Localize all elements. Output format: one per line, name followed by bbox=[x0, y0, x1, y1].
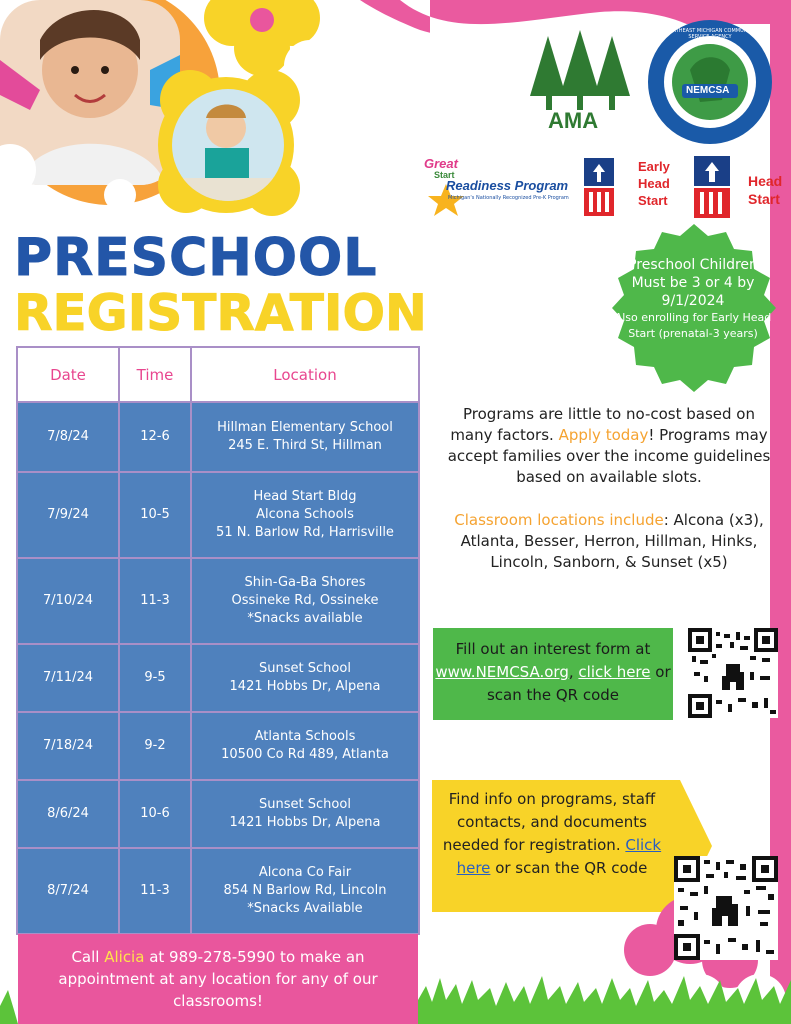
title-registration: REGISTRATION bbox=[14, 284, 427, 342]
location-line: Alcona Schools bbox=[256, 507, 354, 522]
info-click-here-link[interactable]: Click here bbox=[456, 836, 662, 877]
qr-code-2 bbox=[674, 856, 778, 960]
interest-post: or scan the QR code bbox=[486, 663, 671, 704]
location-line: 854 N Barlow Rd, Lincoln bbox=[223, 883, 387, 898]
info-pre: Find info on programs, staff contacts, and documents needed for registration. bbox=[442, 790, 656, 854]
location-line: 1421 Hobbs Dr, Alpena bbox=[229, 815, 381, 830]
location-line: *Snacks available bbox=[247, 611, 363, 626]
table-row bbox=[17, 848, 419, 934]
table-row bbox=[17, 644, 419, 712]
header-time: Time bbox=[119, 347, 191, 402]
cell-time: 10-5 bbox=[119, 472, 191, 558]
location-line: Alcona Co Fair bbox=[258, 865, 352, 880]
location-line: Hillman Elementary School bbox=[217, 420, 393, 435]
call-pre: Call bbox=[71, 948, 105, 966]
classroom-locations bbox=[440, 510, 778, 573]
cell-date: 8/6/24 bbox=[17, 780, 119, 848]
age-badge-text bbox=[612, 256, 774, 342]
location-line: 10500 Co Rd 489, Atlanta bbox=[221, 747, 389, 762]
cell-location bbox=[191, 780, 419, 848]
badge-sub: Also enrolling for Early Head Start (prenatal-3 years) bbox=[614, 311, 772, 340]
cell-time: 12-6 bbox=[119, 402, 191, 472]
interest-pre: Fill out an interest form at bbox=[455, 640, 651, 658]
cell-date: 7/11/24 bbox=[17, 644, 119, 712]
location-line: Ossineke Rd, Ossineke bbox=[231, 593, 379, 608]
location-line: Shin-Ga-Ba Shores bbox=[244, 575, 366, 590]
qr-code-1 bbox=[688, 628, 778, 718]
cell-date: 7/10/24 bbox=[17, 558, 119, 644]
info-post: or scan the QR code bbox=[490, 859, 648, 877]
location-line: 1421 Hobbs Dr, Alpena bbox=[229, 679, 381, 694]
programs-pre: Programs are little to no-cost based on many factors. bbox=[450, 405, 755, 444]
locations-text: : Alcona (x3), Atlanta, Besser, Herron, Hillman, Hinks, Lincoln, Sanborn, & Sunset (x5) bbox=[460, 511, 764, 571]
table-row bbox=[17, 472, 419, 558]
location-line: Atlanta Schools bbox=[254, 729, 356, 744]
head-start-text: Head Start bbox=[748, 173, 783, 207]
cell-location bbox=[191, 848, 419, 934]
title-preschool: PRESCHOOL bbox=[14, 228, 378, 288]
cell-date: 7/8/24 bbox=[17, 402, 119, 472]
cell-date: 7/18/24 bbox=[17, 712, 119, 780]
table-header-row bbox=[17, 347, 419, 402]
nemcsa-logo-text: NEMCSA bbox=[686, 85, 730, 96]
nemcsa-link[interactable]: www.NEMCSA.org bbox=[435, 663, 569, 681]
apply-today: Apply today bbox=[558, 426, 649, 444]
cell-time: 11-3 bbox=[119, 848, 191, 934]
cell-time: 9-5 bbox=[119, 644, 191, 712]
cell-location bbox=[191, 712, 419, 780]
table-row bbox=[17, 780, 419, 848]
call-post: at 989-278-5990 to make an appointment at any location for any of our classrooms! bbox=[58, 948, 378, 1010]
cell-location bbox=[191, 472, 419, 558]
gsrp-subtitle: Michigan's Nationally Recognized Pre-K Program bbox=[448, 195, 569, 201]
call-box bbox=[18, 934, 418, 1024]
cell-location bbox=[191, 644, 419, 712]
child-photo-2 bbox=[158, 70, 300, 216]
gsrp-start: Start bbox=[434, 170, 455, 180]
table-row bbox=[17, 402, 419, 472]
locations-label: Classroom locations include bbox=[454, 511, 664, 529]
table-row bbox=[17, 558, 419, 644]
cell-time: 10-6 bbox=[119, 780, 191, 848]
table-row bbox=[17, 712, 419, 780]
cell-date: 7/9/24 bbox=[17, 472, 119, 558]
programs-post: ! Programs may accept families over the income guidelines based on available slots. bbox=[447, 426, 771, 486]
cell-time: 9-2 bbox=[119, 712, 191, 780]
early-head-start-text: Early Head Start bbox=[638, 159, 670, 208]
gsrp-great: Great bbox=[424, 156, 458, 171]
location-line: 245 E. Third St, Hillman bbox=[228, 438, 382, 453]
call-text bbox=[32, 946, 404, 1012]
header-date: Date bbox=[17, 347, 119, 402]
badge-main: Preschool Children Must be 3 or 4 by 9/1/2024 bbox=[628, 257, 758, 309]
header-location: Location bbox=[191, 347, 419, 402]
info-box-text bbox=[434, 788, 670, 880]
white-petal-2 bbox=[104, 179, 136, 211]
programs-text bbox=[440, 404, 778, 488]
call-name: Alicia bbox=[104, 948, 145, 966]
interest-mid: , bbox=[568, 663, 579, 681]
gsrp-title: Readiness Program bbox=[446, 178, 569, 193]
cell-location bbox=[191, 402, 419, 472]
location-line: Sunset School bbox=[259, 661, 351, 676]
click-here-link[interactable]: click here bbox=[578, 663, 651, 681]
cell-time: 11-3 bbox=[119, 558, 191, 644]
interest-form-box bbox=[433, 628, 673, 720]
nemcsa-ring-text: NORTHEAST MICHIGAN COMMUNITY SERVICE AGENCY bbox=[664, 28, 756, 40]
cell-location bbox=[191, 558, 419, 644]
location-line: Sunset School bbox=[259, 797, 351, 812]
location-line: *Snacks Available bbox=[247, 901, 363, 916]
schedule-table bbox=[16, 346, 420, 935]
nemcsa-logo bbox=[650, 24, 770, 140]
location-line: Head Start Bldg bbox=[253, 489, 357, 504]
location-line: 51 N. Barlow Rd, Harrisville bbox=[216, 525, 394, 540]
ama-logo-text: AMA bbox=[548, 108, 599, 133]
cell-date: 8/7/24 bbox=[17, 848, 119, 934]
